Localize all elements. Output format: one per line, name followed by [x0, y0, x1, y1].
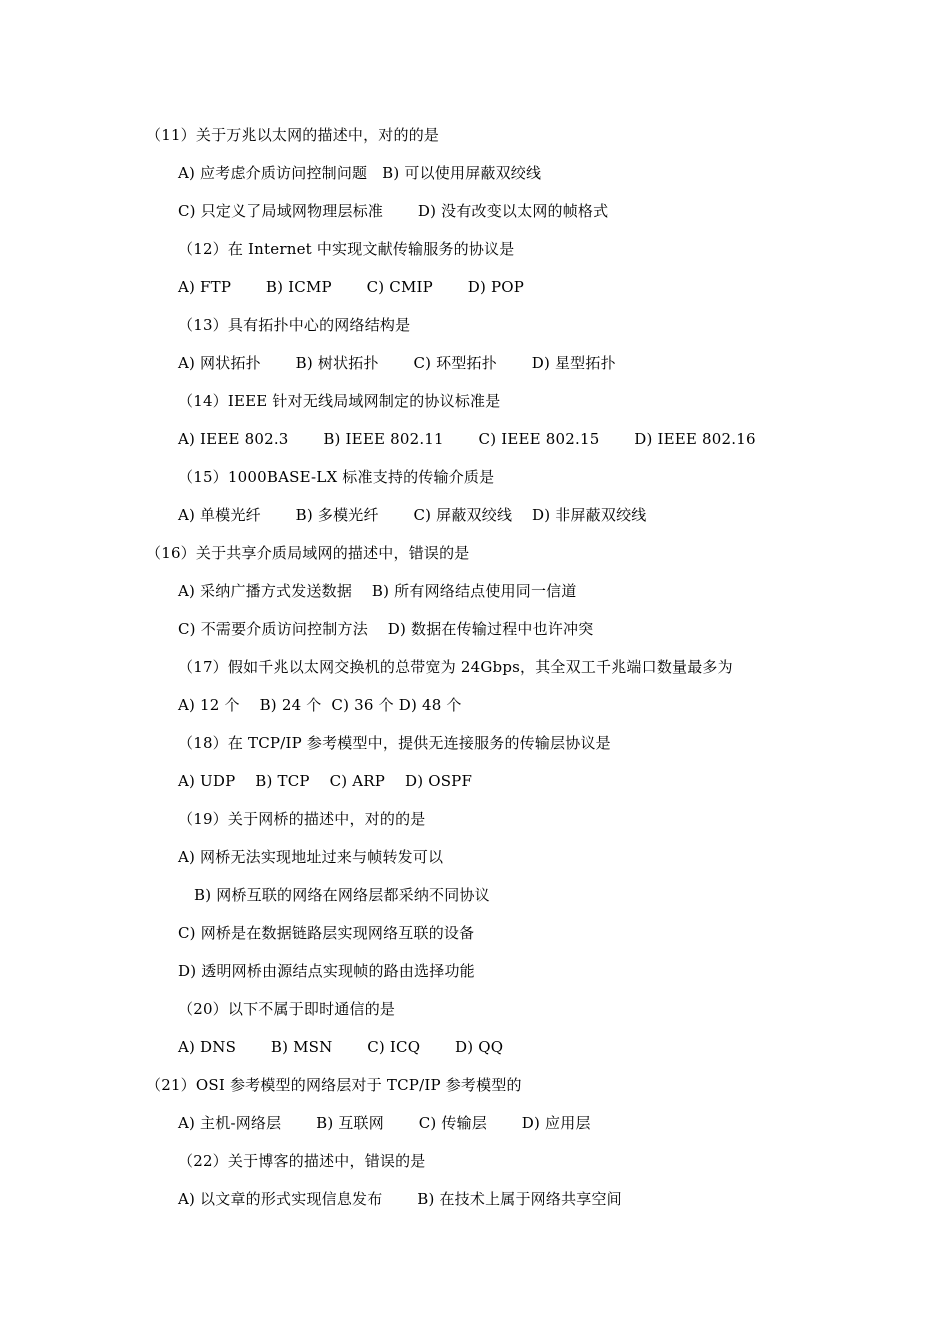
question-18-options: A) UDP B) TCP C) ARP D) OSPF: [178, 772, 473, 790]
question-16: （16）关于共享介质局域网的描述中，错误的是: [146, 544, 470, 562]
question-19-option-a: A) 网桥无法实现地址过来与帧转发可以: [178, 848, 444, 866]
question-19: （19）关于网桥的描述中，对的的是: [178, 810, 426, 828]
question-18: （18）在 TCP/IP 参考模型中，提供无连接服务的传输层协议是: [178, 734, 611, 752]
question-11-options-cd: C) 只定义了局域网物理层标准 D) 没有改变以太网的帧格式: [178, 202, 609, 220]
question-15: （15）1000BASE-LX 标准支持的传输介质是: [178, 468, 495, 486]
question-12: （12）在 Internet 中实现文献传输服务的协议是: [178, 240, 515, 258]
question-13: （13）具有拓扑中心的网络结构是: [178, 316, 411, 334]
question-15-options: A) 单模光纤 B) 多模光纤 C) 屏蔽双绞线 D) 非屏蔽双绞线: [178, 506, 647, 524]
question-22-options-ab: A) 以文章的形式实现信息发布 B) 在技术上属于网络共享空间: [178, 1190, 622, 1208]
question-19-option-b: B) 网桥互联的网络在网络层都采纳不同协议: [194, 886, 490, 904]
question-19-option-c: C) 网桥是在数据链路层实现网络互联的设备: [178, 924, 475, 942]
question-17: （17）假如千兆以太网交换机的总带宽为 24Gbps，其全双工千兆端口数量最多为: [178, 658, 733, 676]
question-21: （21）OSI 参考模型的网络层对于 TCP/IP 参考模型的: [146, 1076, 522, 1094]
question-20: （20）以下不属于即时通信的是: [178, 1000, 396, 1018]
question-12-options: A) FTP B) ICMP C) CMIP D) POP: [178, 278, 525, 296]
question-14: （14）IEEE 针对无线局域网制定的协议标准是: [178, 392, 501, 410]
question-14-options: A) IEEE 802.3 B) IEEE 802.11 C) IEEE 802.15 D) IEEE 802.16: [178, 430, 756, 448]
question-13-options: A) 网状拓扑 B) 树状拓扑 C) 环型拓扑 D) 星型拓扑: [178, 354, 616, 372]
question-20-options: A) DNS B) MSN C) ICQ D) QQ: [178, 1038, 504, 1056]
question-16-options-ab: A) 采纳广播方式发送数据 B) 所有网络结点使用同一信道: [178, 582, 577, 600]
question-21-options: A) 主机-网络层 B) 互联网 C) 传输层 D) 应用层: [178, 1114, 591, 1132]
question-11-options-ab: A) 应考虑介质访问控制问题 B) 可以使用屏蔽双绞线: [178, 164, 542, 182]
question-17-options: A) 12 个 B) 24 个 C) 36 个 D) 48 个: [178, 696, 462, 714]
question-19-option-d: D) 透明网桥由源结点实现帧的路由选择功能: [178, 962, 475, 980]
question-11: （11）关于万兆以太网的描述中，对的的是: [146, 126, 440, 144]
question-16-options-cd: C) 不需要介质访问控制方法 D) 数据在传输过程中也许冲突: [178, 620, 594, 638]
question-22: （22）关于博客的描述中，错误的是: [178, 1152, 426, 1170]
